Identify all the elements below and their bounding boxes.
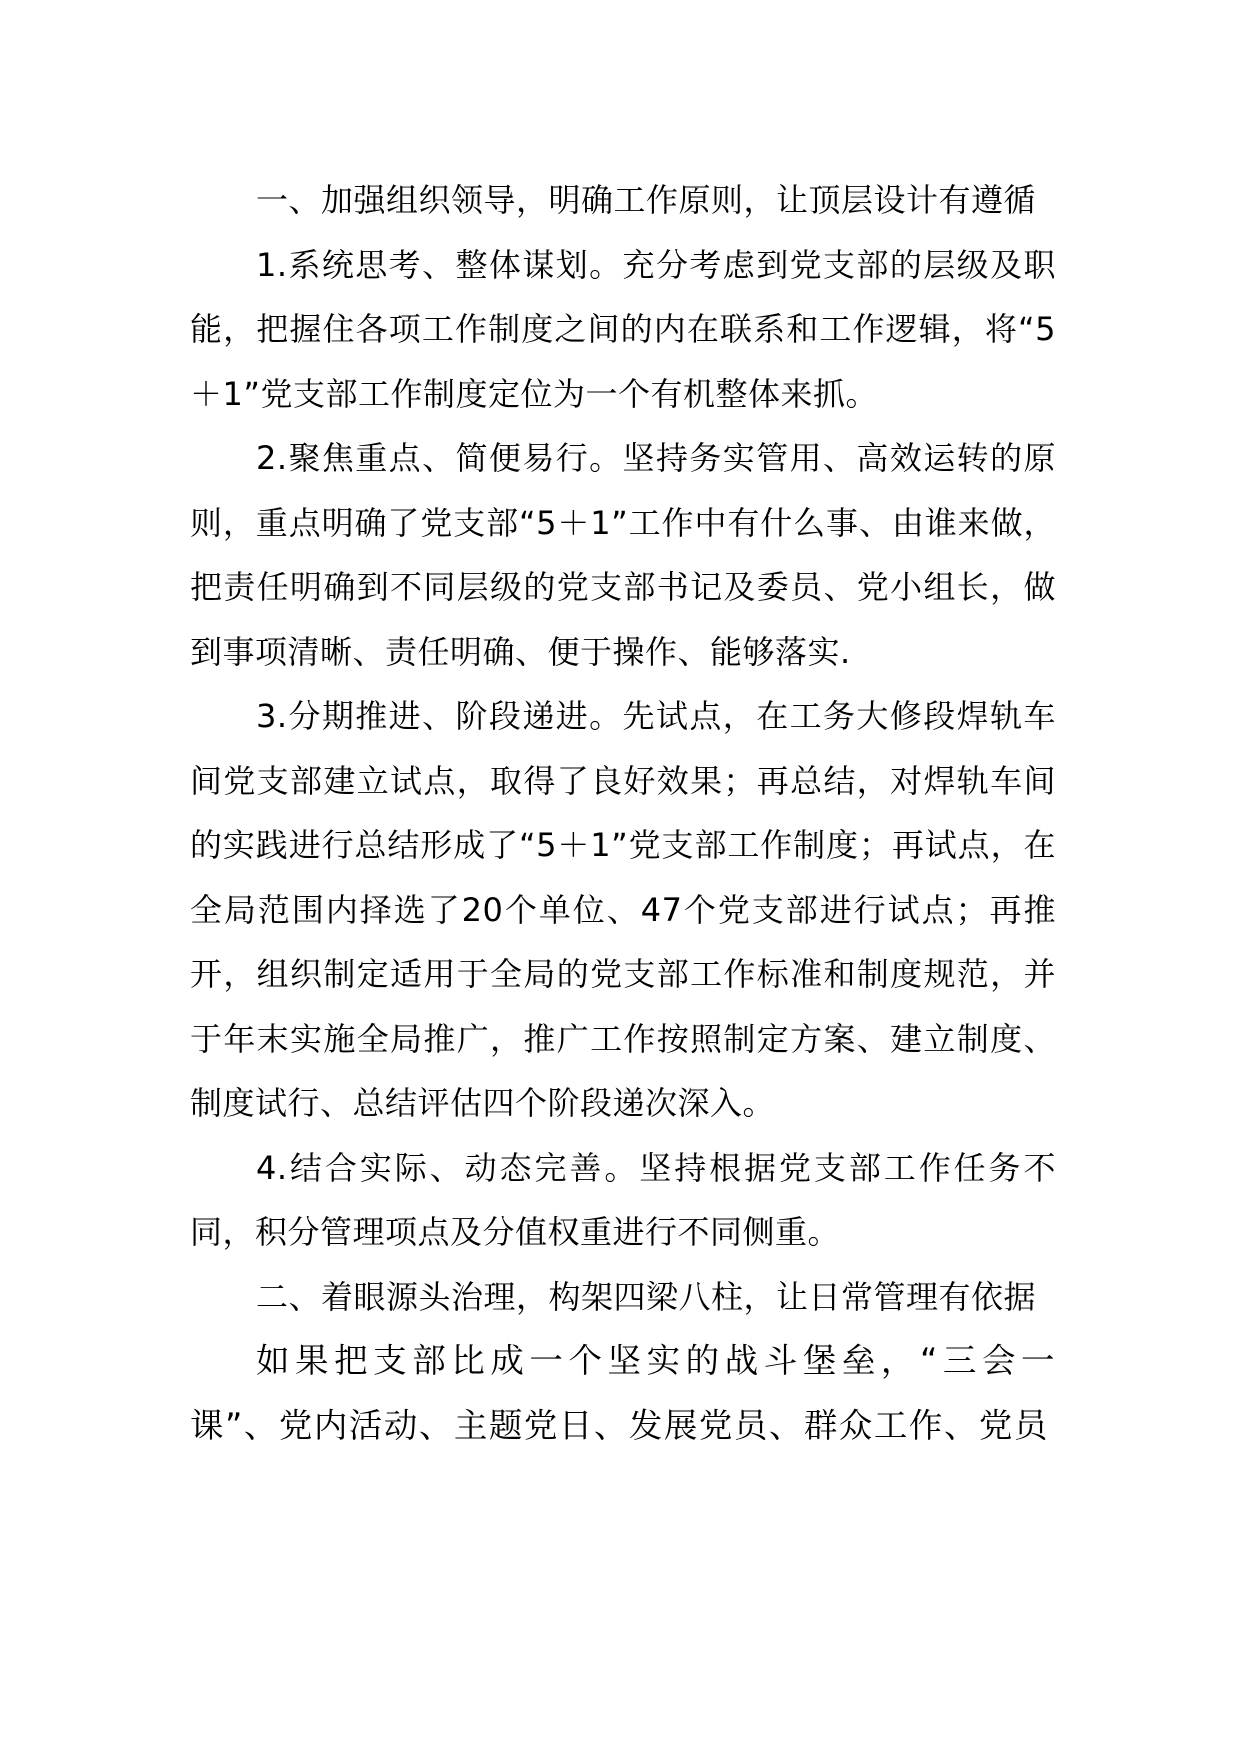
paragraph-item-1: 1.系统思考、整体谋划。充分考虑到党支部的层级及职能，把握住各项工作制度之间的内在联系和工作逻辑，将“5＋1”党支部工作制度定位为一个有机整体来抓。 bbox=[190, 245, 1056, 413]
section-heading-1: 一、加强组织领导，明确工作原则，让顶层设计有遵循 bbox=[256, 181, 1037, 219]
paragraph-item-4: 4.结合实际、动态完善。坚持根据党支部工作任务不同，积分管理项点及分值权重进行不同侧重。 bbox=[190, 1148, 1056, 1251]
paragraph-item-2: 2.聚焦重点、简便易行。坚持务实管用、高效运转的原则，重点明确了党支部“5＋1”工作中有什么事、由谁来做，把责任明确到不同层级的党支部书记及委员、党小组长，做到事项清晰、责任明确、便于操作、能够落实. bbox=[190, 439, 1056, 671]
paragraph-item-3: 3.分期推进、阶段递进。先试点，在工务大修段焊轨车间党支部建立试点，取得了良好效果；再总结，对焊轨车间的实践进行总结形成了“5＋1”党支部工作制度；再试点，在全局范围内择选了20个单位、47个党支部进行试点；再推开，组织制定适用于全局的党支部工作标准和制度规范，并于年末实施全局推广，推广工作按照制定方案、建立制度、制度试行、总结评估四个阶段递次深入。 bbox=[190, 697, 1056, 1122]
document-body bbox=[190, 168, 1056, 1458]
section-heading-2: 二、着眼源头治理，构架四梁八柱，让日常管理有依据 bbox=[256, 1277, 1037, 1316]
paragraph-body-text: 如果把支部比成一个坚实的战斗堡垒，“三会一课”、党内活动、主题党日、发展党员、群众工作、党员 bbox=[190, 1341, 1056, 1445]
